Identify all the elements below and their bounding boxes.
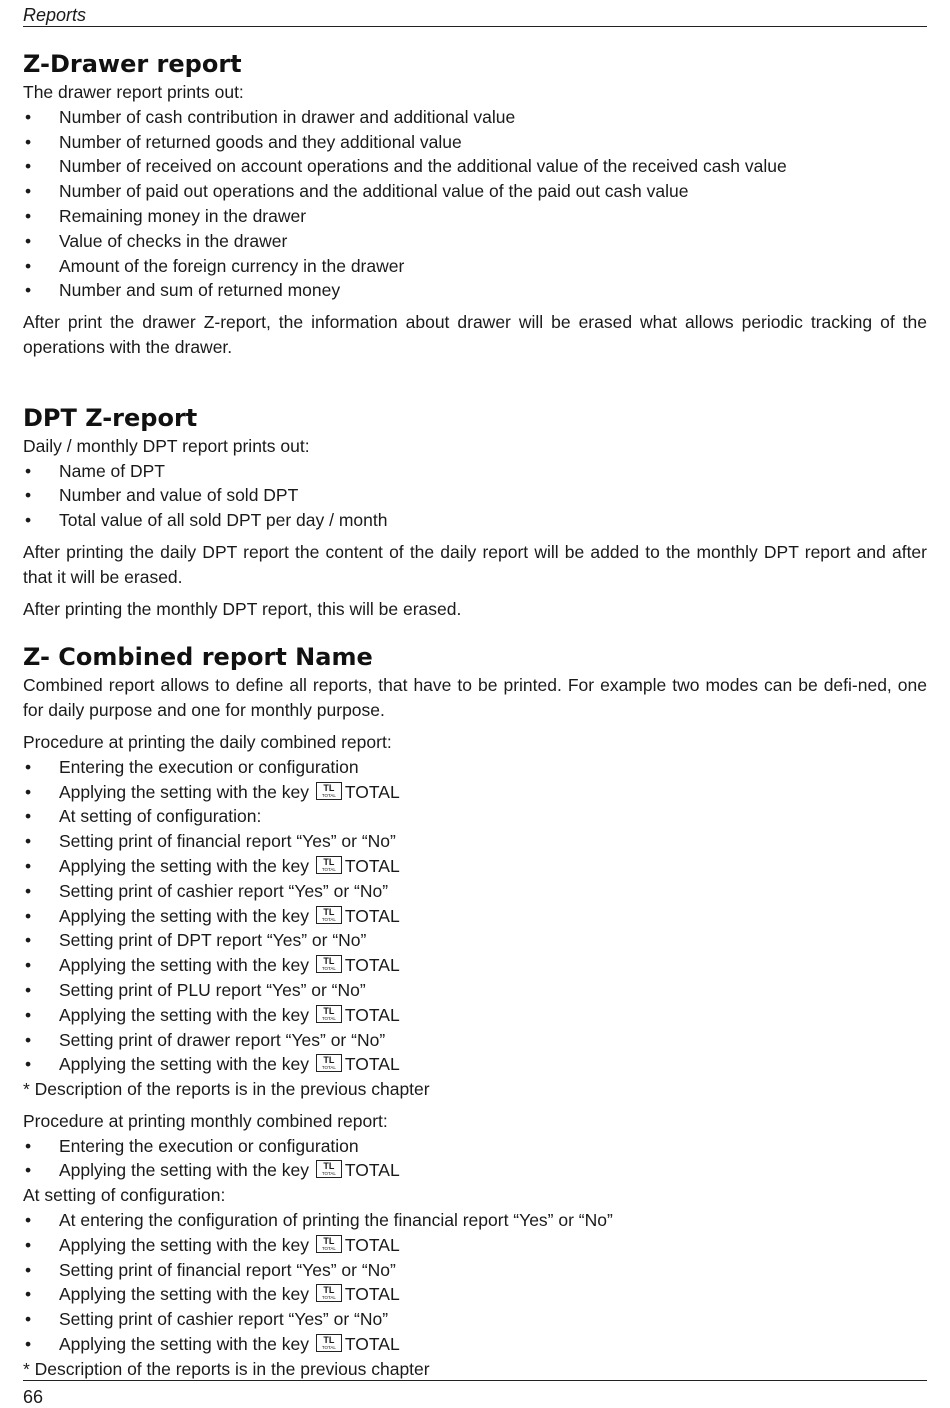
key-icon-bottom-label: TOTAL: [321, 792, 336, 798]
config-heading: At setting of configuration:: [23, 1185, 226, 1206]
section-intro: Daily / monthly DPT report prints out:: [23, 435, 310, 456]
bullet-icon: •: [25, 1284, 32, 1305]
key-icon-top-label: TL: [323, 1235, 335, 1246]
list-item: [23, 904, 927, 929]
key-label: TOTAL: [344, 781, 400, 802]
list-item-text: Remaining money in the drawer: [59, 205, 307, 226]
bullet-icon: •: [25, 205, 32, 226]
list-item: [23, 1052, 927, 1077]
list-item: [23, 278, 927, 303]
procedure-heading-daily: Procedure at printing the daily combined report:: [23, 731, 392, 752]
list-item: [23, 879, 927, 904]
list-item: [23, 1003, 927, 1028]
key-label: TOTAL: [344, 1054, 400, 1075]
running-head: Reports: [23, 0, 927, 27]
page: [23, 0, 927, 1382]
bullet-icon: •: [25, 1309, 32, 1330]
list-item-text: At entering the configuration of printing the financial report “Yes” or “No”: [59, 1210, 613, 1231]
list-item: [23, 804, 927, 829]
total-key-icon: [316, 955, 342, 973]
paragraph: After printing the daily DPT report the content of the daily report will be added to the monthly DPT report and after that it will be erased.: [23, 541, 927, 587]
list-item: [23, 1208, 927, 1233]
key-label: TOTAL: [344, 855, 400, 876]
key-label: TOTAL: [344, 1284, 400, 1305]
key-icon-bottom-label: TOTAL: [321, 1065, 336, 1071]
key-icon-top-label: TL: [323, 956, 335, 967]
list-item-text: Applying the setting with the key: [59, 1284, 310, 1305]
bullet-icon: •: [25, 831, 32, 852]
bullet-icon: •: [25, 855, 32, 876]
list-item-text: Entering the execution or configuration: [59, 1135, 359, 1156]
list-item: [23, 254, 927, 279]
list-item-text: Applying the setting with the key: [59, 1334, 310, 1355]
key-icon-bottom-label: TOTAL: [321, 966, 336, 972]
key-icon-bottom-label: TOTAL: [321, 866, 336, 872]
list-item-text: Number of received on account operations and the additional value of the received cash value: [59, 156, 787, 177]
list-item: [23, 154, 927, 179]
list-item: [23, 755, 927, 780]
list-item: [23, 459, 927, 484]
list-item-text: Number of returned goods and they additional value: [59, 131, 462, 152]
list-item: [23, 1233, 927, 1258]
paragraph: After printing the monthly DPT report, this will be erased.: [23, 598, 462, 619]
key-icon-top-label: TL: [323, 1335, 335, 1346]
key-icon-top-label: TL: [323, 1055, 335, 1066]
list-item-text: Setting print of financial report “Yes” or “No”: [59, 831, 396, 852]
bullet-icon: •: [25, 1234, 32, 1255]
list-item-text: Applying the setting with the key: [59, 781, 310, 802]
section-intro: Combined report allows to define all reports, that have to be printed. For example two modes can be defi-ned, one for daily purpose and one for monthly purpose.: [23, 675, 927, 721]
key-icon-bottom-label: TOTAL: [321, 1345, 336, 1351]
section-intro: The drawer report prints out:: [23, 82, 244, 102]
list-item: [23, 204, 927, 229]
key-icon-bottom-label: TOTAL: [321, 916, 336, 922]
list-item-text: Applying the setting with the key: [59, 1234, 310, 1255]
total-key-icon: [316, 1284, 342, 1302]
key-label: TOTAL: [344, 1234, 400, 1255]
list-item-text: At setting of configuration:: [59, 806, 262, 827]
list-item-text: Number and sum of returned money: [59, 280, 341, 301]
bullet-icon: •: [25, 905, 32, 926]
footer: [23, 1380, 927, 1408]
bullet-icon: •: [25, 156, 32, 177]
bullet-icon: •: [25, 930, 32, 951]
note: * Description of the reports is in the previous chapter: [23, 1358, 430, 1379]
list-item-text: Setting print of drawer report “Yes” or “No”: [59, 1029, 386, 1050]
list-item-text: Amount of the foreign currency in the drawer: [59, 255, 405, 276]
key-label: TOTAL: [344, 1334, 400, 1355]
list-item-text: Value of checks in the drawer: [59, 230, 288, 251]
key-icon-top-label: TL: [323, 1285, 335, 1296]
bullet-icon: •: [25, 106, 32, 127]
list-item: [23, 1158, 927, 1183]
list-item-text: Name of DPT: [59, 460, 165, 481]
page-number: 66: [23, 1387, 44, 1407]
list-item: [23, 1134, 927, 1159]
list-item-text: Setting print of financial report “Yes” or “No”: [59, 1259, 396, 1280]
key-label: TOTAL: [344, 905, 400, 926]
list-item: [23, 508, 927, 533]
section-title-z-drawer: Z-Drawer report: [23, 50, 242, 78]
list-item-text: Applying the setting with the key: [59, 855, 310, 876]
total-key-icon: [316, 782, 342, 800]
section-title-dpt-z-report: DPT Z-report: [23, 403, 198, 432]
bullet-icon: •: [25, 979, 32, 1000]
bullet-icon: •: [25, 255, 32, 276]
list-item: [23, 953, 927, 978]
bullet-icon: •: [25, 1054, 32, 1075]
list-item: [23, 1258, 927, 1283]
list-item-text: Number of cash contribution in drawer and additional value: [59, 106, 516, 127]
bullet-icon: •: [25, 230, 32, 251]
list-item: [23, 1028, 927, 1053]
bullet-icon: •: [25, 1210, 32, 1231]
list-item-text: Applying the setting with the key: [59, 1004, 310, 1025]
bullet-icon: •: [25, 1160, 32, 1181]
bullet-icon: •: [25, 460, 32, 481]
bullet-icon: •: [25, 756, 32, 777]
list-item-text: Number of paid out operations and the additional value of the paid out cash value: [59, 181, 689, 202]
bullet-icon: •: [25, 131, 32, 152]
paragraph: After print the drawer Z-report, the information about drawer will be erased what allows periodic tracking of the operations with the drawer.: [23, 312, 927, 357]
section-title-combined-report: Z- Combined report Name: [23, 643, 373, 672]
bullet-list: [23, 459, 927, 533]
total-key-icon: [316, 856, 342, 874]
bullet-icon: •: [25, 955, 32, 976]
bullet-list-monthly-a: [23, 1134, 927, 1184]
total-key-icon: [316, 1005, 342, 1023]
key-label: TOTAL: [344, 1160, 400, 1181]
bullet-icon: •: [25, 1135, 32, 1156]
bullet-icon: •: [25, 1259, 32, 1280]
total-key-icon: [316, 1235, 342, 1253]
bullet-list: [23, 105, 927, 303]
list-item-text: Applying the setting with the key: [59, 955, 310, 976]
key-icon-top-label: TL: [323, 856, 335, 867]
list-item: [23, 229, 927, 254]
bullet-icon: •: [25, 485, 32, 506]
list-item: [23, 978, 927, 1003]
key-icon-top-label: TL: [323, 782, 335, 793]
key-icon-bottom-label: TOTAL: [321, 1171, 336, 1177]
list-item-text: Setting print of PLU report “Yes” or “No”: [59, 979, 366, 1000]
key-icon-bottom-label: TOTAL: [321, 1245, 336, 1251]
list-item: [23, 1332, 927, 1357]
bullet-icon: •: [25, 181, 32, 202]
list-item: [23, 130, 927, 155]
bullet-list-daily: [23, 755, 927, 1077]
key-icon-top-label: TL: [323, 1005, 335, 1016]
total-key-icon: [316, 1054, 342, 1072]
bullet-icon: •: [25, 1004, 32, 1025]
key-icon-top-label: TL: [323, 906, 335, 917]
procedure-heading-monthly: Procedure at printing monthly combined report:: [23, 1110, 388, 1131]
bullet-icon: •: [25, 1029, 32, 1050]
list-item: [23, 179, 927, 204]
note: * Description of the reports is in the previous chapter: [23, 1079, 430, 1100]
key-label: TOTAL: [344, 955, 400, 976]
total-key-icon: [316, 906, 342, 924]
list-item-text: Setting print of DPT report “Yes” or “No”: [59, 930, 367, 951]
bullet-list-monthly-b: [23, 1208, 927, 1357]
key-icon-top-label: TL: [323, 1161, 335, 1172]
bullet-icon: •: [25, 1334, 32, 1355]
list-item: [23, 483, 927, 508]
bullet-icon: •: [25, 280, 32, 301]
list-item: [23, 928, 927, 953]
bullet-icon: •: [25, 880, 32, 901]
total-key-icon: [316, 1334, 342, 1352]
list-item-text: Applying the setting with the key: [59, 1054, 310, 1075]
list-item-text: Entering the execution or configuration: [59, 756, 359, 777]
key-label: TOTAL: [344, 1004, 400, 1025]
bullet-icon: •: [25, 510, 32, 531]
list-item-text: Setting print of cashier report “Yes” or “No”: [59, 880, 389, 901]
list-item: [23, 1282, 927, 1307]
total-key-icon: [316, 1160, 342, 1178]
list-item: [23, 1307, 927, 1332]
key-icon-bottom-label: TOTAL: [321, 1015, 336, 1021]
list-item: [23, 780, 927, 805]
list-item-text: Setting print of cashier report “Yes” or “No”: [59, 1309, 389, 1330]
bullet-icon: •: [25, 781, 32, 802]
list-item-text: Number and value of sold DPT: [59, 485, 299, 506]
list-item-text: Applying the setting with the key: [59, 905, 310, 926]
list-item: [23, 829, 927, 854]
list-item-text: Total value of all sold DPT per day / month: [59, 510, 388, 531]
list-item: [23, 105, 927, 130]
bullet-icon: •: [25, 806, 32, 827]
list-item-text: Applying the setting with the key: [59, 1160, 310, 1181]
key-icon-bottom-label: TOTAL: [321, 1295, 336, 1301]
list-item: [23, 854, 927, 879]
